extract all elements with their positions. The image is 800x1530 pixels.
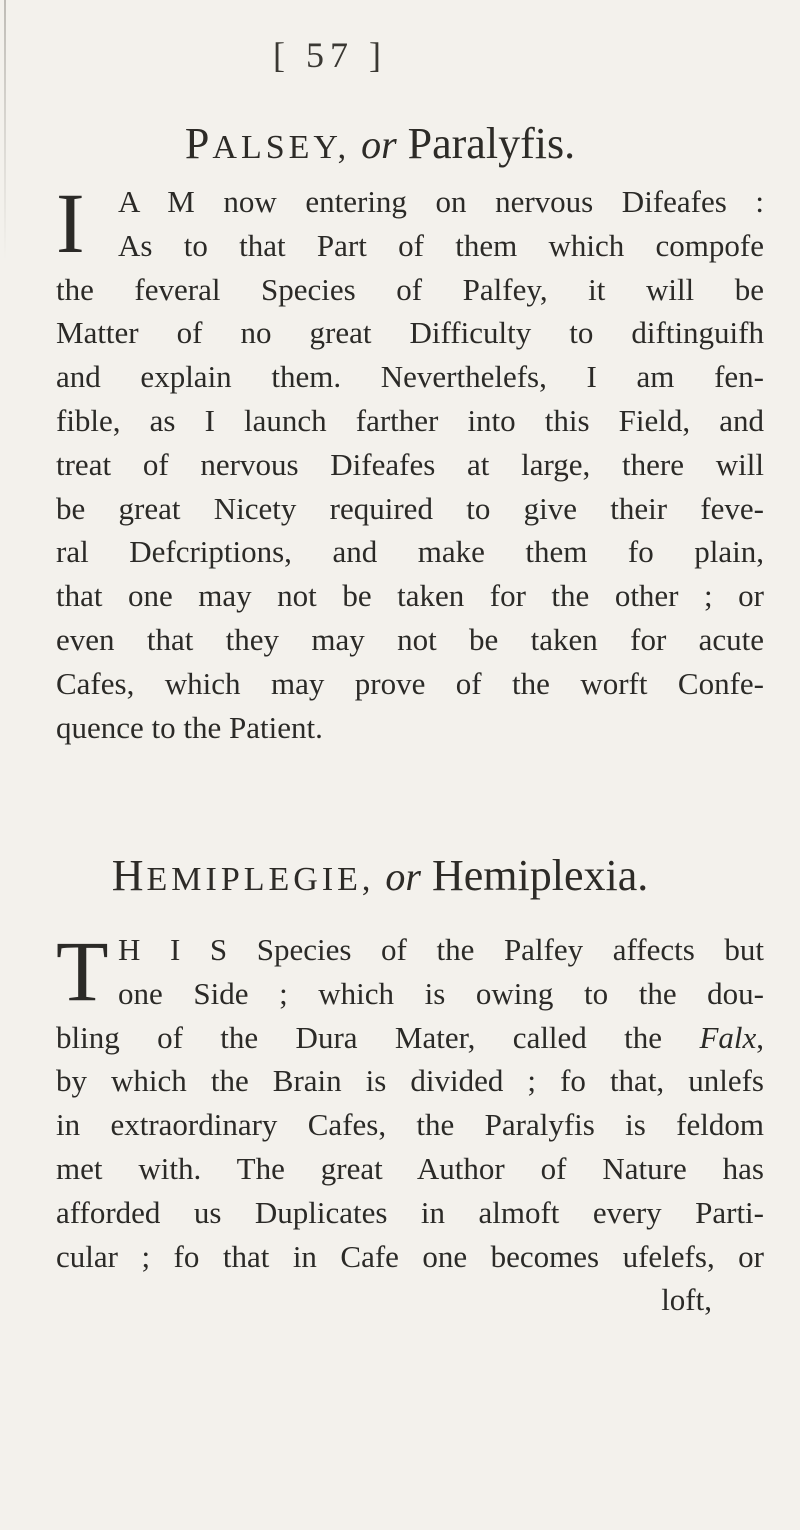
heading-or: or xyxy=(361,122,397,167)
text-line: by which the Brain is divided ; fo that, unlefs xyxy=(56,1063,764,1099)
catchword: loft, xyxy=(661,1282,712,1318)
text-fragment: , xyxy=(756,1019,764,1055)
text-line: even that they may not be taken for acute xyxy=(56,621,764,657)
paragraph-hemiplegie xyxy=(56,923,764,1322)
text-line: cular ; fo that in Cafe one becomes ufelefs, or xyxy=(56,1238,764,1274)
text-line: quence to the Patient. xyxy=(56,709,323,745)
heading-or: or xyxy=(385,854,421,899)
text-line: in extraordinary Cafes, the Paralyfis is feldom xyxy=(56,1107,764,1143)
heading-main: PALSEY, xyxy=(184,119,351,168)
heading-main: HEMIPLEGIE, xyxy=(111,851,375,900)
text-line: met with. The great Author of Nature has xyxy=(56,1150,764,1186)
text-line: afforded us Duplicates in almoft every Parti- xyxy=(56,1194,764,1230)
text-line xyxy=(56,1016,764,1060)
page-number: [ 57 ] xyxy=(273,35,387,75)
section-heading-hemiplegie xyxy=(0,850,800,901)
text-line: fible, as I launch farther into this Field, and xyxy=(56,402,764,438)
text-line: As to that Part of them which compofe xyxy=(118,227,764,263)
text-line: Matter of no great Difficulty to diftinguifh xyxy=(56,315,764,351)
heading-alt: Paralyfis. xyxy=(407,119,576,168)
falx-term: Falx xyxy=(699,1019,757,1055)
drop-cap: I xyxy=(56,175,85,271)
text-line: H I S Species of the Palfey affects but xyxy=(118,932,764,967)
text-line: ral Defcriptions, and make them fo plain, xyxy=(56,534,764,570)
paragraph-palsey xyxy=(56,175,764,749)
drop-cap: T xyxy=(56,923,109,1019)
text-fragment: bling of the Dura Mater, called the xyxy=(56,1019,700,1055)
heading-alt: Hemiplexia. xyxy=(432,851,649,900)
text-line: the feveral Species of Palfey, it will be xyxy=(56,271,764,307)
text-line: that one may not be taken for the other ; or xyxy=(56,578,764,614)
section-heading-palsey xyxy=(0,118,800,169)
text-line: and explain them. Neverthelefs, I am fen- xyxy=(56,359,764,395)
text-line: A M now entering on nervous Difeafes : xyxy=(118,184,764,219)
text-line: Cafes, which may prove of the worft Confe- xyxy=(56,665,764,701)
text-line: be great Nicety required to give their feve- xyxy=(56,490,764,526)
text-line: treat of nervous Difeafes at large, there will xyxy=(56,446,764,482)
text-line: one Side ; which is owing to the dou- xyxy=(118,975,764,1011)
